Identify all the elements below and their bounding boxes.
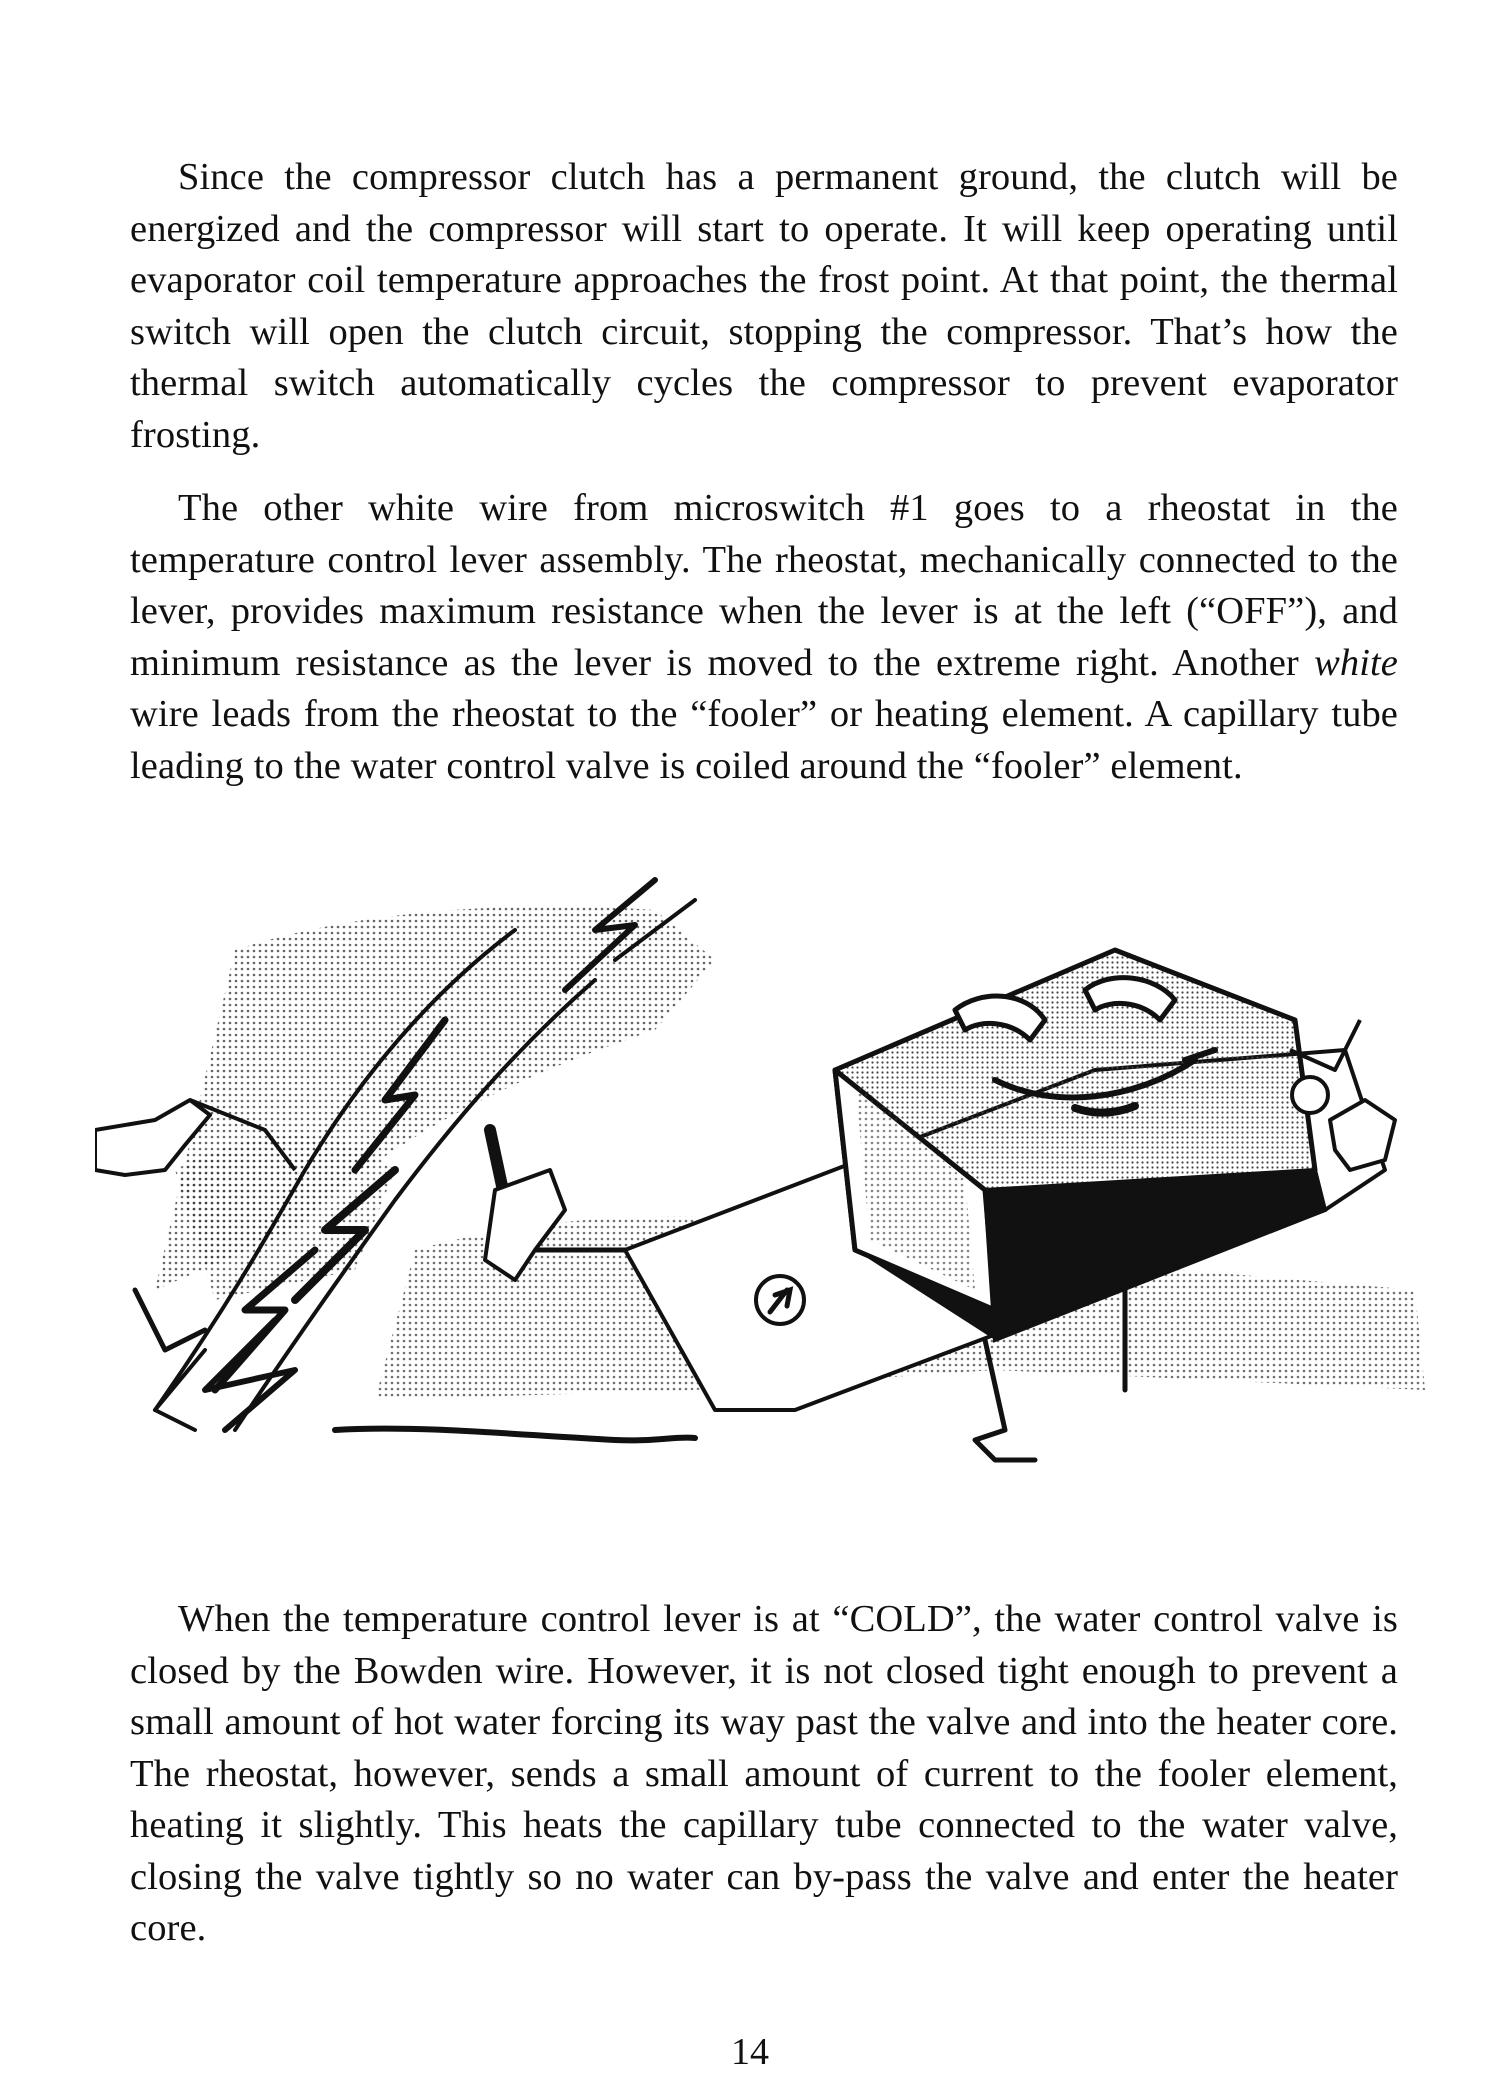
paragraph-rheostat-fooler xyxy=(130,483,1398,792)
paragraph-text-part: The other white wire from microswitch #1 goes to a rheostat in the temperature control lever assembly. The rheostat, mechanically connected to the lever, provides maximum resistance when the lever is at the left (“OFF”), and minimum resistance as the lever is moved to the extreme right. Another xyxy=(130,487,1398,684)
paragraph-compressor-cycling: Since the compressor clutch has a permanent ground, the clutch will be energized and the compressor will start to operate. It will keep operating until evaporator coil temperature approaches the frost point. At that point, the thermal switch will open the clutch circuit, stopping the compressor. That’s how the thermal switch automatically cycles the compressor to prevent evaporator frosting. xyxy=(130,156,1398,456)
cartoon-illustration xyxy=(95,870,1435,1530)
page-number: 14 xyxy=(731,2031,769,2073)
italic-word: white xyxy=(1314,641,1398,684)
paragraph-cold-setting: When the temperature control lever is at “COLD”, the water control valve is closed by the Bowden wire. However, it is not closed tight enough to prevent a small amount of hot water forcing its way past the valve and into the heater core. The rheostat, however, sends a small amount of current to the fooler element, heating it slightly. This heats the capillary tube connected to the water valve, closing the valve tightly so no water can by-pass the valve and enter the heater core. xyxy=(130,1598,1398,1949)
ground-line xyxy=(335,1429,695,1441)
thermal-switch-cartoon xyxy=(95,870,1435,1530)
paragraph-text-part: wire leads from the rheostat to the “fooler” or heating element. A capillary tube leading to the water control valve is coiled around the “fooler” element. xyxy=(130,693,1398,787)
